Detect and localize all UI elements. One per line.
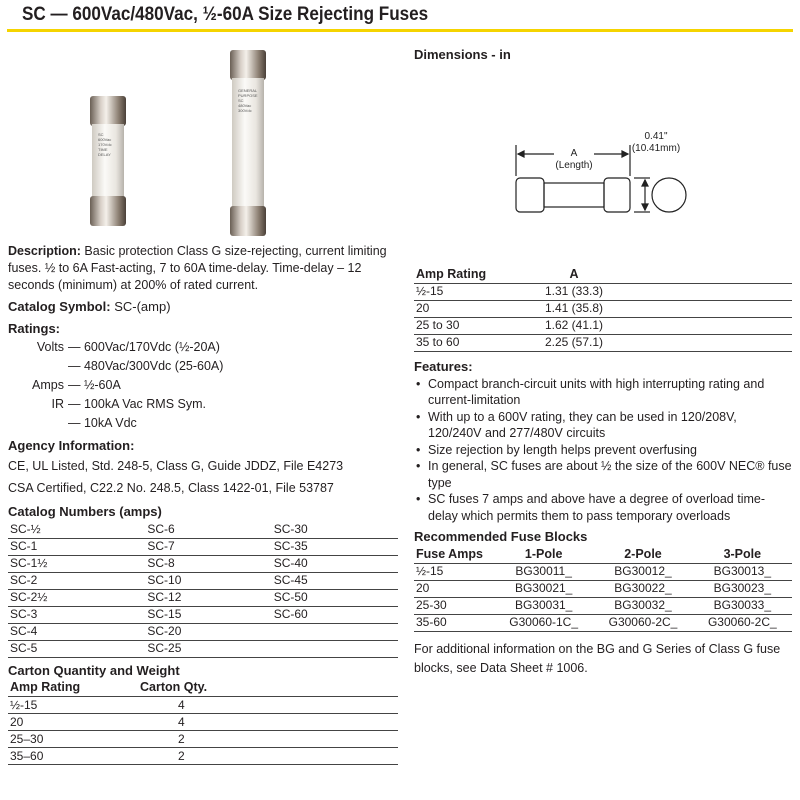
table-cell: SC-45 xyxy=(272,572,398,589)
table-cell: BG30022_ xyxy=(593,580,692,597)
dim-length-label: (Length) xyxy=(555,160,593,171)
table-cell xyxy=(272,623,398,640)
table-cell: 2.25 (57.1) xyxy=(524,334,624,351)
table-cell: SC-50 xyxy=(272,589,398,606)
table-cell: 1.31 (33.3) xyxy=(524,283,624,300)
dim-diameter-in: 0.41" xyxy=(644,131,668,142)
table-cell: SC-30 xyxy=(272,521,398,538)
table-cell xyxy=(624,334,792,351)
carton-heading: Carton Quantity and Weight xyxy=(8,662,180,678)
table-cell: 2 xyxy=(138,731,228,748)
table-cell: 20 xyxy=(414,580,494,597)
table-cell: SC-3 xyxy=(8,606,145,623)
table-cell xyxy=(624,300,792,317)
table-row xyxy=(8,555,398,572)
table-cell xyxy=(272,640,398,657)
dimension-diagram xyxy=(414,70,792,230)
catalog-numbers-table xyxy=(8,521,398,658)
table-row xyxy=(414,580,792,597)
ratings-list: Volts — 600Vac/170Vdc (½-20A) — 480Vac/300Vdc (25-60A) Amps — ½-60A IR — 100kA Vac RMS Sym. — 10kA Vdc xyxy=(32,340,224,430)
right-column xyxy=(414,46,792,678)
table-row xyxy=(8,623,398,640)
table-cell: SC-8 xyxy=(145,555,271,572)
agency-line: CSA Certified, C22.2 No. 248.5, Class 1422-01, File 53787 xyxy=(8,481,334,495)
feature-item: • Compact branch-circuit units with high interrupting rating and current-limitation xyxy=(414,376,792,409)
table-row xyxy=(414,283,792,300)
ratings-heading: Ratings: xyxy=(8,321,60,336)
table-row xyxy=(8,748,398,765)
page-title: SC — 600Vac/480Vac, ½-60A Size Rejecting Fuses xyxy=(22,4,429,25)
table-cell: BG30033_ xyxy=(693,597,792,614)
features-list xyxy=(414,376,792,525)
table-cell: SC-1½ xyxy=(8,555,145,572)
table-cell: SC-12 xyxy=(145,589,271,606)
table-row xyxy=(8,697,398,714)
fuse-blocks-note: For additional information on the BG and G Series of Class G fuse blocks, see Data Sheet # 1006. xyxy=(414,641,781,675)
dimensions-table: Amp Rating A ½-15 1.31 (33.3) 20 1.41 (35.8) 25 to 30 1.62 (41.1) 35 to 60 2.25 (57.1) xyxy=(414,266,792,352)
fuse-blocks-table: Fuse Amps 1-Pole 2-Pole 3-Pole ½-15 BG30011_ BG30012_ BG30013_ 20 BG30021_ BG30022_ BG30023_ 25-30 BG30031_ BG30032_ BG30033_ 35-60 G30060-1C_ G30060-2C_ G30060-2C_ xyxy=(414,546,792,632)
table-row xyxy=(8,589,398,606)
left-column xyxy=(8,243,398,765)
table-cell: BG30011_ xyxy=(494,563,593,580)
table-row xyxy=(8,606,398,623)
table-cell: SC-6 xyxy=(145,521,271,538)
description: Description: Basic protection Class G size-rejecting, current limiting fuses. ½ to 6A Fast-acting, 7 to 60A time-delay. Time-delay – 12 seconds (minimum) at 200% of rated current. xyxy=(8,244,387,292)
table-cell: G30060-1C_ xyxy=(494,614,593,631)
table-row xyxy=(414,597,792,614)
table-cell: SC-2 xyxy=(8,572,145,589)
table-cell: SC-7 xyxy=(145,538,271,555)
fuse-blocks-heading: Recommended Fuse Blocks xyxy=(414,529,588,544)
table-cell: SC-5 xyxy=(8,640,145,657)
table-cell: 2 xyxy=(138,748,228,765)
table-cell: 1.41 (35.8) xyxy=(524,300,624,317)
table-cell: SC-2½ xyxy=(8,589,145,606)
table-cell xyxy=(624,317,792,334)
table-cell: SC-½ xyxy=(8,521,145,538)
table-cell: BG30032_ xyxy=(593,597,692,614)
table-row xyxy=(414,300,792,317)
features-heading: Features: xyxy=(414,358,473,374)
agency-line: CE, UL Listed, Std. 248-5, Class G, Guide JDDZ, File E4273 xyxy=(8,459,344,473)
table-row xyxy=(414,614,792,631)
table-cell: BG30023_ xyxy=(693,580,792,597)
fuse-photo-small: SC 600Vac 170Vdc TIME DELAY xyxy=(90,96,126,226)
table-cell: SC-15 xyxy=(145,606,271,623)
table-cell: 4 xyxy=(138,697,228,714)
table-cell: G30060-2C_ xyxy=(693,614,792,631)
table-cell: SC-4 xyxy=(8,623,145,640)
table-cell: SC-35 xyxy=(272,538,398,555)
table-cell: 20 xyxy=(8,714,138,731)
table-cell: ½-15 xyxy=(414,563,494,580)
table-cell: 4 xyxy=(138,714,228,731)
table-row xyxy=(8,731,398,748)
table-cell: ½-15 xyxy=(8,697,138,714)
table-cell: BG30031_ xyxy=(494,597,593,614)
table-cell: 20 xyxy=(414,300,524,317)
table-row xyxy=(8,521,398,538)
carton-table: Amp Rating Carton Qty. ½-15 4 20 4 25–30 2 35–60 2 xyxy=(8,680,398,766)
fuse-photo-large: GENERAL PURPOSE SC 480Vac 300Vdc xyxy=(230,50,266,236)
table-cell xyxy=(624,283,792,300)
table-cell: SC-25 xyxy=(145,640,271,657)
table-row xyxy=(8,538,398,555)
table-cell: BG30021_ xyxy=(494,580,593,597)
table-row xyxy=(414,317,792,334)
table-cell: 35 to 60 xyxy=(414,334,524,351)
dim-a-label: A xyxy=(570,148,578,159)
dim-diameter-mm: (10.41mm) xyxy=(631,143,681,154)
table-row xyxy=(8,640,398,657)
table-cell: BG30012_ xyxy=(593,563,692,580)
table-cell: ½-15 xyxy=(414,283,524,300)
feature-item: • Size rejection by length helps prevent overfusing xyxy=(414,442,792,459)
table-cell xyxy=(228,748,398,765)
table-cell: SC-10 xyxy=(145,572,271,589)
table-cell: G30060-2C_ xyxy=(593,614,692,631)
catalog-numbers-heading: Catalog Numbers (amps) xyxy=(8,504,162,519)
feature-item: • In general, SC fuses are about ½ the size of the 600V NEC® fuse type xyxy=(414,458,792,491)
table-cell: 1.62 (41.1) xyxy=(524,317,624,334)
feature-item: • With up to a 600V rating, they can be used in 120/208V, 120/240V and 277/480V circuits xyxy=(414,409,792,442)
table-row xyxy=(8,572,398,589)
table-cell: BG30013_ xyxy=(693,563,792,580)
table-cell xyxy=(228,697,398,714)
table-cell: SC-60 xyxy=(272,606,398,623)
table-cell: 25–30 xyxy=(8,731,138,748)
table-cell: 25-30 xyxy=(414,597,494,614)
dimensions-heading: Dimensions - in xyxy=(414,47,511,62)
table-row xyxy=(414,563,792,580)
table-cell: 25 to 30 xyxy=(414,317,524,334)
table-cell xyxy=(228,731,398,748)
table-cell: SC-20 xyxy=(145,623,271,640)
table-row xyxy=(8,714,398,731)
table-cell: 35-60 xyxy=(414,614,494,631)
table-row xyxy=(414,334,792,351)
table-cell: 35–60 xyxy=(8,748,138,765)
title-rule xyxy=(7,29,793,32)
table-cell xyxy=(228,714,398,731)
table-cell: SC-40 xyxy=(272,555,398,572)
table-cell: SC-1 xyxy=(8,538,145,555)
feature-item: • SC fuses 7 amps and above have a degree of overload time-delay which permits them to pass temporary overloads xyxy=(414,491,792,524)
catalog-symbol: Catalog Symbol: SC-(amp) xyxy=(8,299,171,314)
agency-heading: Agency Information: xyxy=(8,438,135,453)
